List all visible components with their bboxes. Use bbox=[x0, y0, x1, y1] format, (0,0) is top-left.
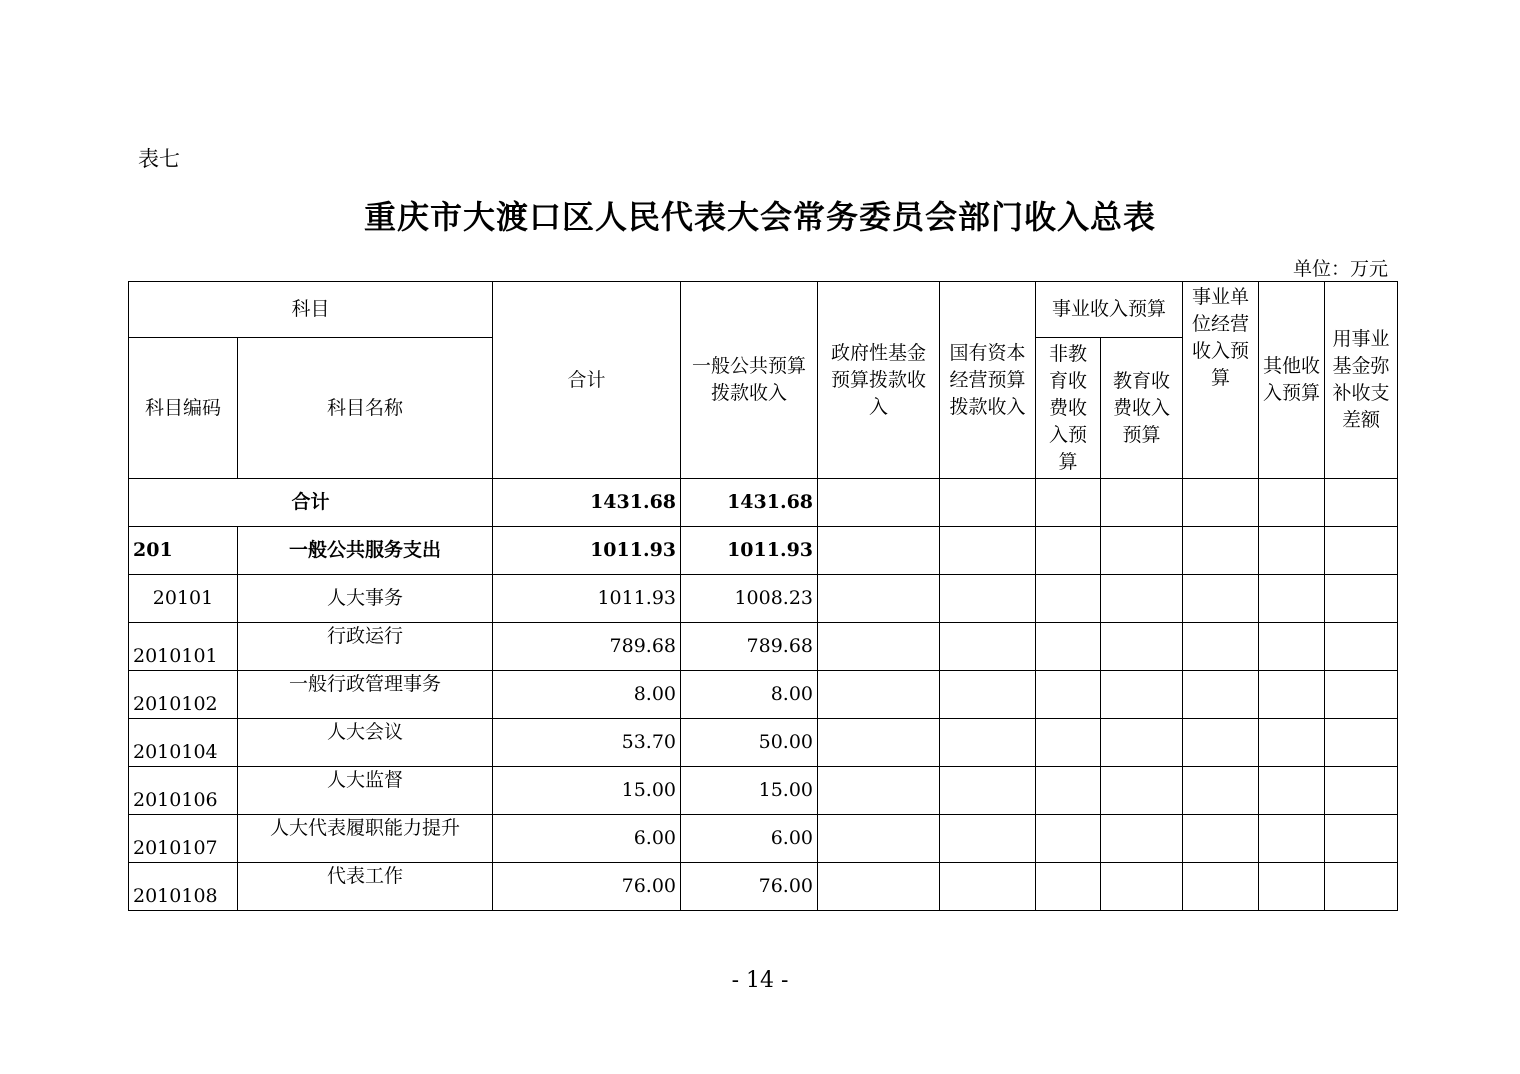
row-total: 789.68 bbox=[493, 623, 681, 671]
header-subject: 科目 bbox=[129, 282, 493, 338]
header-total: 合计 bbox=[493, 282, 681, 479]
unit-label: 单位：万元 bbox=[1292, 258, 1388, 280]
table-row bbox=[129, 623, 1398, 671]
header-general-public: 一般公共预算拨款收入 bbox=[681, 282, 818, 479]
row-total: 15.00 bbox=[493, 767, 681, 815]
row-name: 一般行政管理事务 bbox=[238, 671, 493, 719]
row-code: 2010106 bbox=[129, 767, 238, 815]
row-name: 人大代表履职能力提升 bbox=[238, 815, 493, 863]
row-general: 6.00 bbox=[681, 815, 818, 863]
header-fund-deficit: 用事业基金弥补收支差额 bbox=[1325, 282, 1398, 479]
row-total: 1011.93 bbox=[493, 527, 681, 575]
row-code: 2010102 bbox=[129, 671, 238, 719]
header-gov-fund: 政府性基金预算拨款收入 bbox=[818, 282, 940, 479]
table-row bbox=[129, 863, 1398, 911]
row-total: 8.00 bbox=[493, 671, 681, 719]
table-row-total bbox=[129, 479, 1398, 527]
row-name: 代表工作 bbox=[238, 863, 493, 911]
table-row bbox=[129, 815, 1398, 863]
document-title: 重庆市大渡口区人民代表大会常务委员会部门收入总表 bbox=[363, 198, 1156, 236]
row-name: 人大会议 bbox=[238, 719, 493, 767]
row-code: 201 bbox=[129, 527, 238, 575]
row-total: 1431.68 bbox=[493, 479, 681, 527]
row-general: 15.00 bbox=[681, 767, 818, 815]
row-name: 合计 bbox=[129, 479, 493, 527]
row-total: 53.70 bbox=[493, 719, 681, 767]
row-general: 50.00 bbox=[681, 719, 818, 767]
header-unit-operating: 事业单位经营收入预算 bbox=[1183, 282, 1259, 479]
row-code: 2010101 bbox=[129, 623, 238, 671]
row-code: 2010108 bbox=[129, 863, 238, 911]
row-general: 8.00 bbox=[681, 671, 818, 719]
header-state-capital: 国有资本经营预算拨款收入 bbox=[940, 282, 1036, 479]
row-general: 789.68 bbox=[681, 623, 818, 671]
table-label: 表七 bbox=[138, 147, 180, 171]
table-row bbox=[129, 575, 1398, 623]
row-general: 1008.23 bbox=[681, 575, 818, 623]
table-row bbox=[129, 671, 1398, 719]
header-subject-code: 科目编码 bbox=[129, 338, 238, 479]
row-name: 人大事务 bbox=[238, 575, 493, 623]
row-general: 1431.68 bbox=[681, 479, 818, 527]
row-name: 行政运行 bbox=[238, 623, 493, 671]
row-general: 76.00 bbox=[681, 863, 818, 911]
table-row bbox=[129, 527, 1398, 575]
table-row bbox=[129, 767, 1398, 815]
header-other-income: 其他收入预算 bbox=[1259, 282, 1325, 479]
table-row bbox=[129, 719, 1398, 767]
row-total: 6.00 bbox=[493, 815, 681, 863]
row-name: 人大监督 bbox=[238, 767, 493, 815]
row-general: 1011.93 bbox=[681, 527, 818, 575]
row-total: 1011.93 bbox=[493, 575, 681, 623]
page-number: - 14 - bbox=[731, 968, 789, 993]
row-code: 2010104 bbox=[129, 719, 238, 767]
row-name: 一般公共服务支出 bbox=[238, 527, 493, 575]
income-summary-table bbox=[128, 281, 1398, 911]
row-code: 20101 bbox=[129, 575, 238, 623]
header-subject-name: 科目名称 bbox=[238, 338, 493, 479]
row-code: 2010107 bbox=[129, 815, 238, 863]
header-non-edu-fee: 非教育收费收入预算 bbox=[1036, 338, 1101, 479]
header-business-income: 事业收入预算 bbox=[1036, 282, 1183, 338]
row-total: 76.00 bbox=[493, 863, 681, 911]
header-edu-fee: 教育收费收入预算 bbox=[1101, 338, 1183, 479]
